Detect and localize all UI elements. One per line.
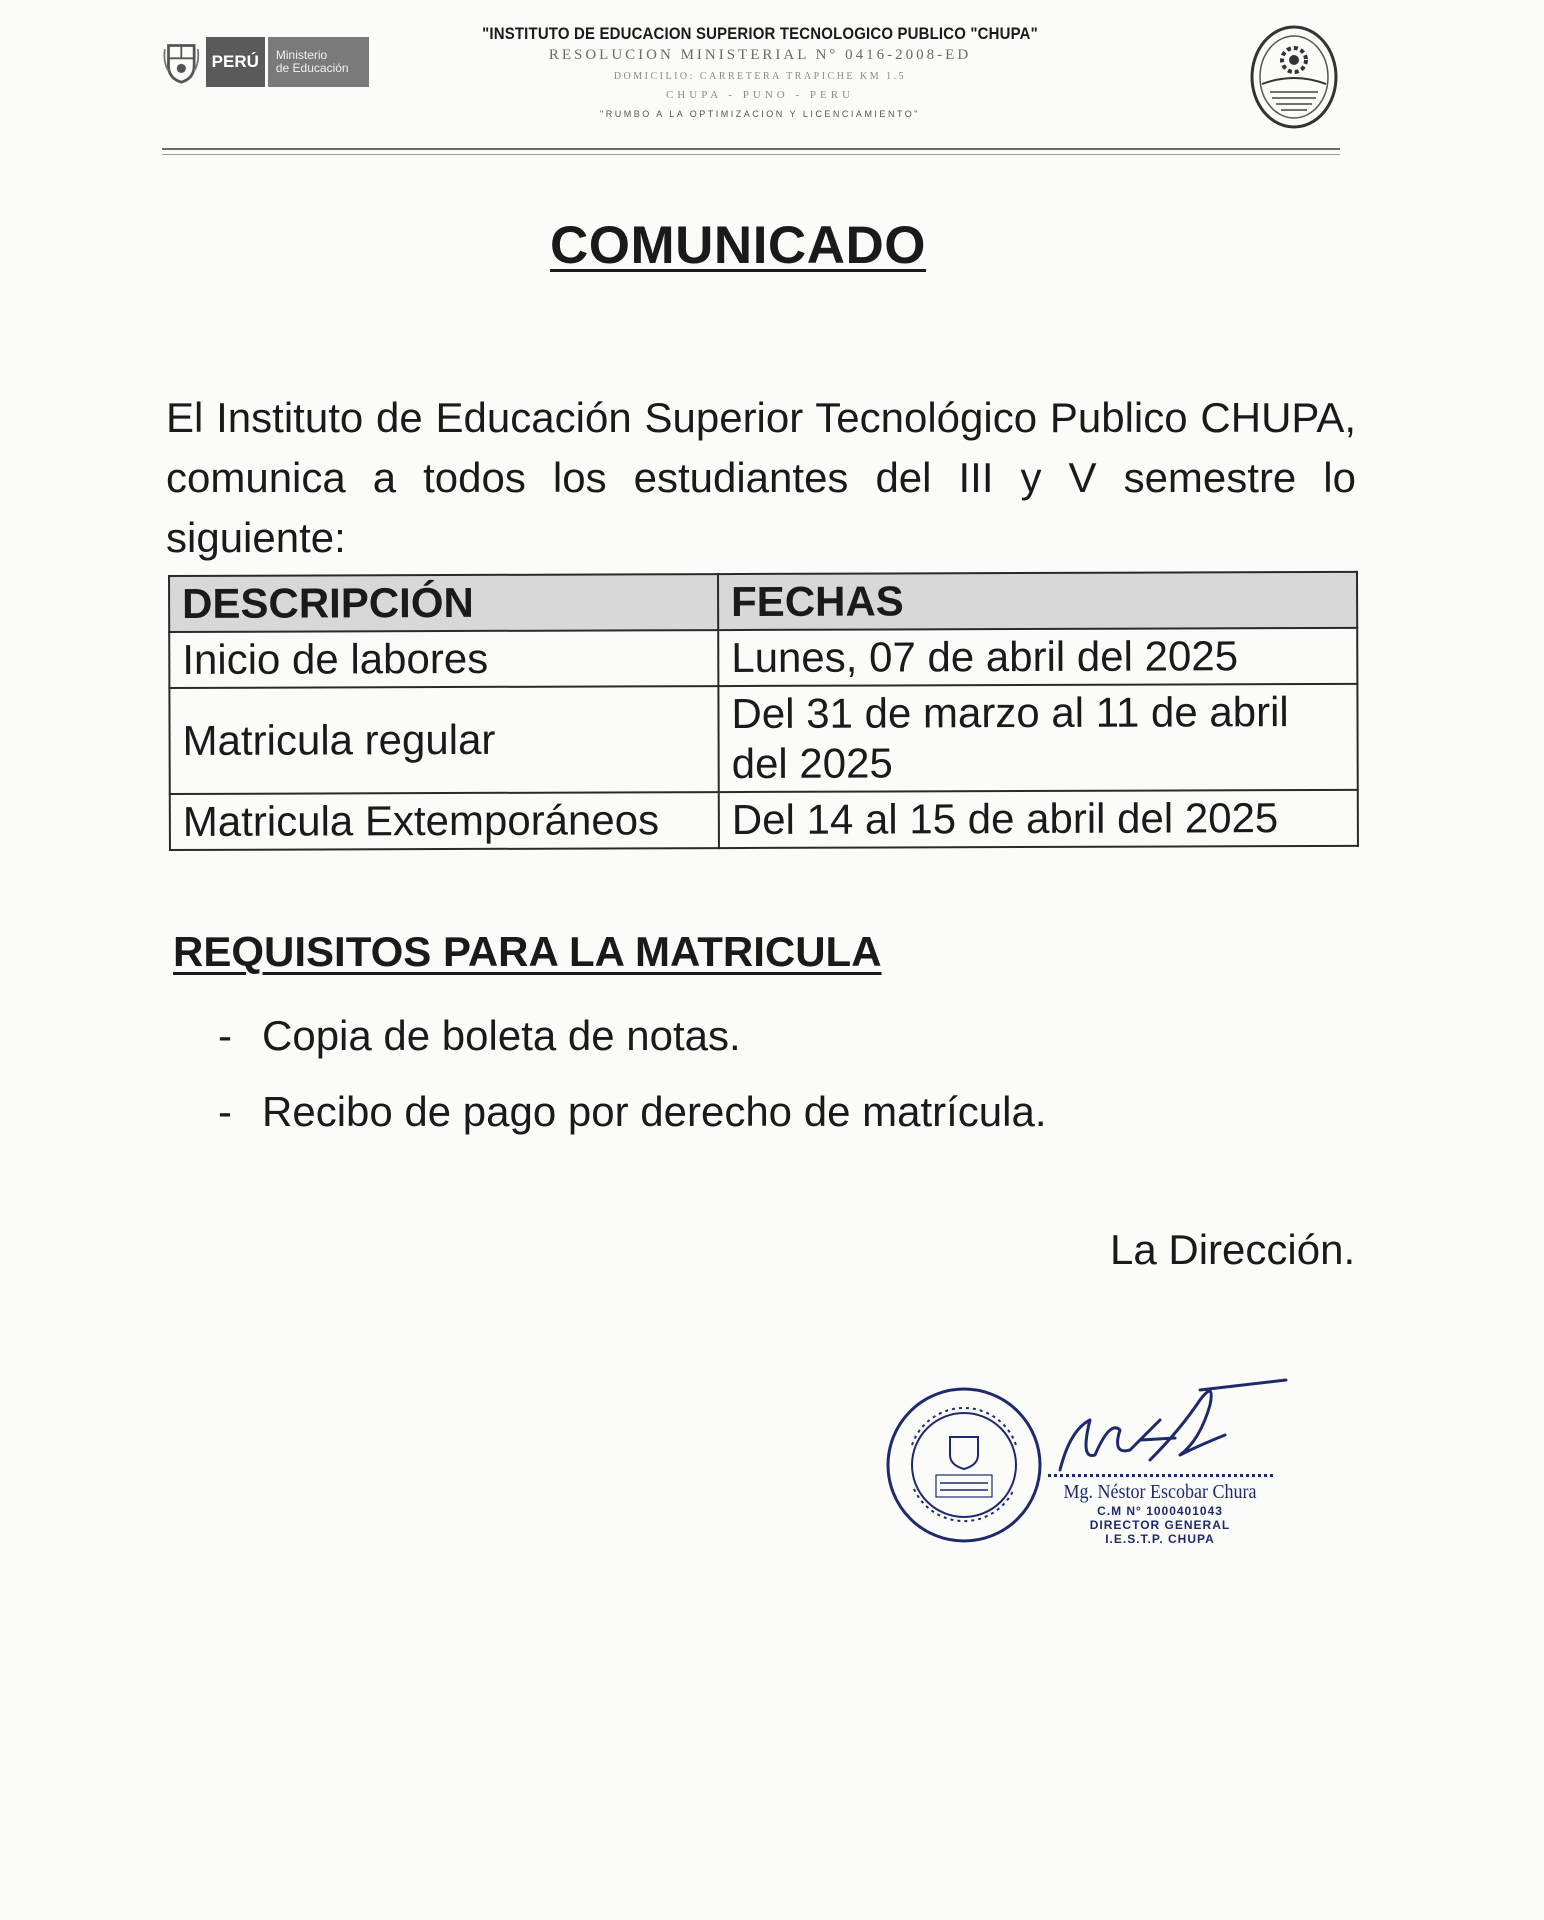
schedule-table (168, 571, 1359, 851)
table-row (169, 684, 1357, 794)
signer-institution: I.E.S.T.P. CHUPA (1105, 1532, 1215, 1546)
header-dates: FECHAS (718, 572, 1357, 630)
header-divider-thin (162, 154, 1340, 155)
institute-header (440, 24, 1080, 119)
signer-role: DIRECTOR GENERAL (1089, 1518, 1231, 1532)
schedule-header-row (169, 572, 1357, 632)
header-divider (162, 148, 1340, 150)
signer-name: Mg. Néstor Escobar Chura (1063, 1481, 1257, 1503)
table-row (169, 628, 1357, 688)
institute-name: "INSTITUTO DE EDUCACION SUPERIOR TECNOLOGICO PUBLICO "CHUPA" (482, 24, 1038, 43)
header-description: DESCRIPCIÓN (169, 574, 718, 632)
row-dates: Lunes, 07 de abril del 2025 (718, 628, 1357, 686)
signature-block (1045, 1474, 1275, 1546)
country-label: PERÚ (206, 37, 268, 87)
requirement-text: Copia de boleta de notas. (262, 1012, 741, 1059)
row-description: Matricula regular (169, 686, 718, 794)
institute-seal-icon (1248, 22, 1340, 132)
list-item (218, 1088, 1047, 1136)
address-line: DOMICILIO: CARRETERA TRAPICHE KM 1.5 (613, 71, 907, 82)
intro-paragraph: El Instituto de Educación Superior Tecnológico Publico CHUPA, comunica a todos los estudiantes del III y V semestre lo siguiente: (166, 394, 1356, 561)
signer-license: C.M N° 1000401043 (1097, 1504, 1223, 1518)
director-stamp-icon (884, 1385, 1044, 1545)
list-dash: - (218, 1012, 232, 1059)
ministry-line-2: de Educación (275, 61, 349, 75)
document-title: COMUNICADO (550, 216, 926, 275)
signature-line (1048, 1474, 1273, 1477)
ministry-line-1: Ministerio (275, 48, 328, 62)
row-description: Inicio de labores (169, 630, 718, 688)
handwritten-signature-icon (1050, 1360, 1290, 1490)
list-item (218, 1012, 741, 1060)
ministry-label (268, 37, 369, 87)
ministry-logo (163, 34, 369, 90)
row-description: Matricula Extemporáneos (170, 792, 719, 850)
city-line: CHUPA - PUNO - PERU (665, 89, 855, 101)
resolution-line: RESOLUCION MINISTERIAL N° 0416-2008-ED (548, 47, 972, 63)
list-dash: - (218, 1088, 232, 1135)
requirements-title: REQUISITOS PARA LA MATRICULA (173, 928, 882, 975)
requirement-text: Recibo de pago por derecho de matrícula. (262, 1088, 1047, 1135)
motto-line: "RUMBO A LA OPTIMIZACION Y LICENCIAMIENTO" (600, 109, 920, 119)
peru-coat-of-arms-icon (163, 38, 200, 86)
row-dates: Del 31 de marzo al 11 de abril del 2025 (718, 684, 1357, 792)
closing-signoff: La Dirección. (1110, 1226, 1356, 1273)
row-dates: Del 14 al 15 de abril del 2025 (719, 790, 1358, 848)
table-row (170, 790, 1358, 850)
